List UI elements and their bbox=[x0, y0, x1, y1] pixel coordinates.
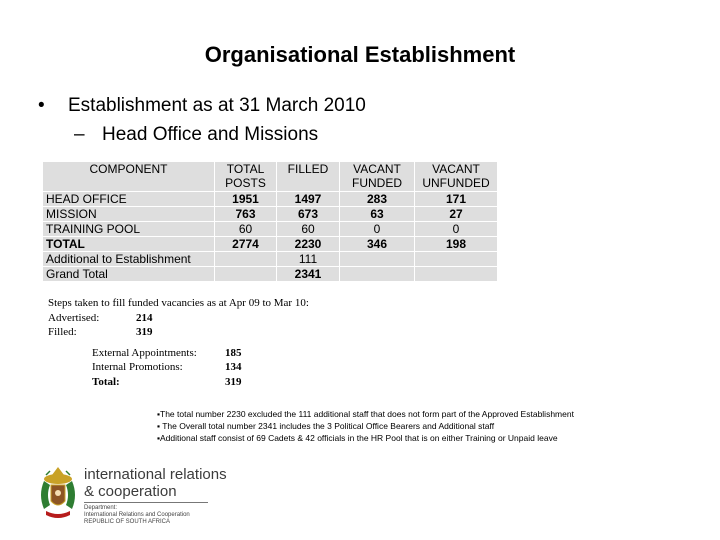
sub-bullet-head-office bbox=[74, 124, 318, 146]
advertised-label: Advertised: bbox=[48, 311, 100, 324]
coat-of-arms-icon bbox=[34, 465, 82, 521]
advertised-value: 214 bbox=[136, 311, 153, 324]
filled-cell: 2341 bbox=[277, 267, 340, 282]
row-label: Grand Total bbox=[43, 267, 215, 282]
filled-value: 319 bbox=[136, 326, 153, 338]
vacant-funded-cell: 0 bbox=[340, 222, 415, 237]
external-label: External Appointments: bbox=[92, 346, 197, 359]
bullet-text: Establishment as at 31 March 2010 bbox=[68, 95, 366, 116]
total-posts-cell: 1951 bbox=[215, 192, 277, 207]
vacant-funded-cell: 283 bbox=[340, 192, 415, 207]
sub-bullet-text: Head Office and Missions bbox=[102, 124, 319, 145]
filled-cell: 111 bbox=[277, 252, 340, 267]
header-vacant-unfunded: VACANT UNFUNDED bbox=[415, 162, 498, 192]
header-total-posts: TOTAL POSTS bbox=[215, 162, 277, 192]
table-header-row bbox=[43, 162, 498, 192]
logo-line-2: & cooperation bbox=[84, 483, 177, 500]
logo-line-4: International Relations and Cooperation bbox=[84, 512, 190, 518]
total-posts-cell bbox=[215, 267, 277, 282]
logo-line-3: Department: bbox=[84, 505, 118, 511]
row-label: TRAINING POOL bbox=[43, 222, 215, 237]
total-posts-cell: 60 bbox=[215, 222, 277, 237]
footnote: ▪The total number 2230 excluded the 111 additional staff that does not form part of the Approved Establishment bbox=[157, 409, 574, 419]
vacant-unfunded-cell bbox=[415, 267, 498, 282]
footnote: ▪Additional staff consist of 69 Cadets & 42 officials in the HR Pool that is on either Training or Unpaid leave bbox=[157, 433, 558, 443]
table-row bbox=[43, 222, 498, 237]
vacant-unfunded-cell: 27 bbox=[415, 207, 498, 222]
vacant-funded-cell bbox=[340, 267, 415, 282]
internal-value: 134 bbox=[225, 361, 242, 373]
vacant-unfunded-cell: 171 bbox=[415, 192, 498, 207]
filled-cell: 2230 bbox=[277, 237, 340, 252]
external-value: 185 bbox=[225, 346, 242, 359]
vacant-unfunded-cell: 198 bbox=[415, 237, 498, 252]
footnotes bbox=[157, 408, 574, 444]
sub-bullet-dash: – bbox=[74, 124, 85, 145]
total-value: 319 bbox=[225, 375, 242, 388]
total-posts-cell: 763 bbox=[215, 207, 277, 222]
table-row bbox=[43, 207, 498, 222]
vacant-funded-cell: 63 bbox=[340, 207, 415, 222]
header-vacant-funded: VACANT FUNDED bbox=[340, 162, 415, 192]
internal-label: Internal Promotions: bbox=[92, 361, 183, 373]
footnote: ▪ The Overall total number 2341 includes the 3 Political Office Bearers and Additional staff bbox=[157, 421, 495, 431]
row-label: Additional to Establishment bbox=[43, 252, 215, 267]
table-row bbox=[43, 192, 498, 207]
vacant-funded-cell bbox=[340, 252, 415, 267]
row-label: HEAD OFFICE bbox=[43, 192, 215, 207]
header-filled: FILLED bbox=[277, 162, 340, 192]
bullet-dot: • bbox=[38, 95, 45, 116]
page-title: Organisational Establishment bbox=[204, 42, 516, 67]
logo-line-5: REPUBLIC OF SOUTH AFRICA bbox=[84, 519, 171, 525]
logo-line-1: international relations bbox=[84, 466, 227, 483]
filled-label: Filled: bbox=[48, 326, 77, 338]
establishment-table bbox=[42, 161, 498, 282]
bullet-establishment bbox=[38, 95, 366, 117]
filled-cell: 673 bbox=[277, 207, 340, 222]
logo-rule bbox=[84, 502, 208, 503]
total-label: Total: bbox=[92, 375, 120, 388]
header-component: COMPONENT bbox=[43, 162, 215, 192]
department-logo-text bbox=[84, 466, 227, 526]
table-row-total bbox=[43, 237, 498, 252]
vacant-funded-cell: 346 bbox=[340, 237, 415, 252]
vacant-unfunded-cell bbox=[415, 252, 498, 267]
row-label: TOTAL bbox=[43, 237, 215, 252]
total-posts-cell bbox=[215, 252, 277, 267]
filled-cell: 60 bbox=[277, 222, 340, 237]
table-row-grand-total bbox=[43, 267, 498, 282]
total-posts-cell: 2774 bbox=[215, 237, 277, 252]
vacant-unfunded-cell: 0 bbox=[415, 222, 498, 237]
table-row-additional bbox=[43, 252, 498, 267]
row-label: MISSION bbox=[43, 207, 215, 222]
filled-cell: 1497 bbox=[277, 192, 340, 207]
